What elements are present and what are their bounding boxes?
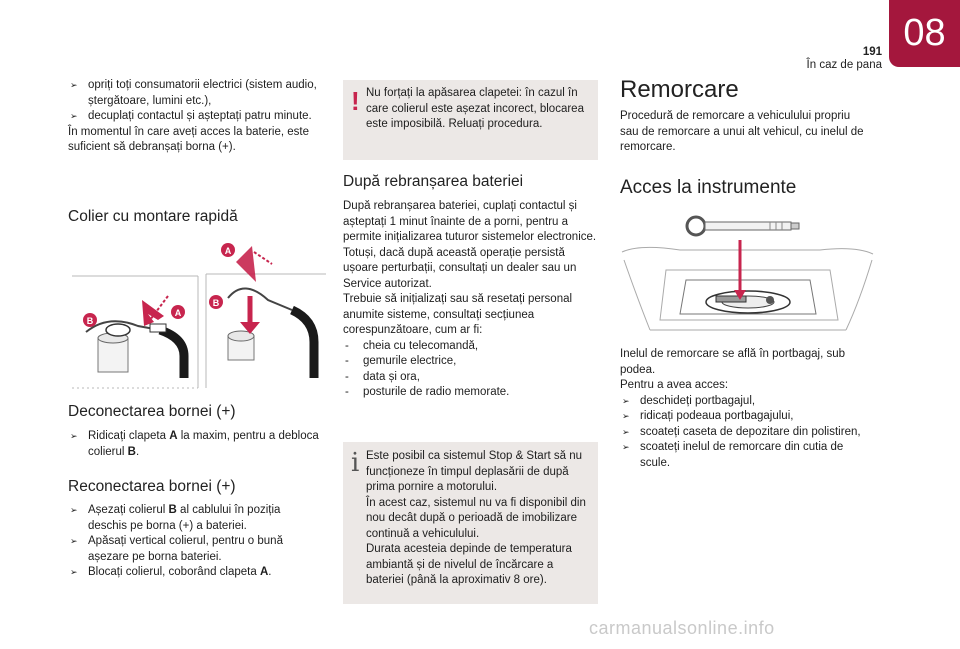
acces-block [620, 347, 875, 471]
bullet-icon: ➢ [622, 442, 630, 452]
reconnect-bullet-1: ➢ Așezați colierul B al cablului în poziția deschis pe borna (+) a bateriei. [70, 504, 281, 532]
after-list-item: - posturile de radio memorate. [345, 386, 510, 398]
bullet-icon: ➢ [70, 80, 78, 90]
towing-ring-drawing [687, 217, 799, 235]
info-icon: i [351, 448, 360, 478]
after-list-item: - data și ora, [345, 370, 420, 383]
bullet-icon: ➢ [70, 567, 78, 577]
acces-paragraph-2: Pentru a avea acces: [620, 379, 729, 391]
info-box [343, 442, 598, 604]
down-arrow-left [142, 296, 168, 326]
colier-title: Colier cu montare rapidă [68, 208, 238, 225]
remorcare-title: Remorcare [620, 76, 739, 103]
intro-paragraph: În momentul în care aveți acces la baterie, este suficient să debranșați borna (+). [68, 125, 309, 153]
battery-clamp-figure [68, 238, 330, 394]
bullet-icon: ➢ [70, 431, 78, 441]
acces-bullet: ➢ scoateți inelul de remorcare din cutia de scule. [622, 441, 844, 469]
bullet-icon: ➢ [70, 111, 78, 121]
acces-bullet: ➢ deschideți portbagajul, [620, 394, 875, 410]
label-a-left-text: A [174, 308, 182, 318]
after-list-item: - gemurile electrice, [345, 355, 457, 367]
after-block [343, 199, 598, 401]
warning-icon: ! [351, 86, 360, 116]
label-a-right-text: A [224, 246, 232, 256]
reconnect-bullet-2: ➢ Apăsați vertical colierul, pentru o bună așezare pe borna bateriei. [70, 535, 283, 563]
after-list-item: - cheia cu telecomandă, [345, 339, 479, 352]
bullet-icon: ➢ [622, 395, 630, 406]
disconnect-title: Deconectarea bornei (+) [68, 403, 236, 420]
right-clamp-drawing [228, 246, 314, 378]
bullet-icon: ➢ [622, 411, 630, 421]
reconnect-title: Reconectarea bornei (+) [68, 478, 236, 495]
section-title: În caz de pana [806, 59, 882, 71]
bullet-icon: ➢ [70, 536, 78, 546]
after-title: După rebranșarea bateriei [343, 173, 524, 190]
after-paragraph-1: După rebranșarea bateriei, cuplați contactul și așteptați 1 minut înainte de a porni, pentru a permite inițializarea tuturor sistemelor electronice. [343, 200, 597, 243]
warning-box [343, 80, 598, 160]
towing-ring-figure [620, 210, 875, 338]
reconnect-bullet-3: ➢ Blocați colierul, coborând clapeta A. [68, 565, 313, 581]
watermark-text: carmanualsonline.info [589, 618, 775, 638]
reconnect-list [68, 503, 313, 581]
info-text: Este posibil ca sistemul Stop & Start să nu funcționeze în timpul deplasării de după prima pornire a motorului. În acest caz, sistemul nu va fi disponibil din nou decât după o perioadă de imobilizare continuă a vehiculului. Durata acesteia depinde de temperatura ambiantă și de nivelul de încărcare a bateriei (până la aproximativ 8 ore). [366, 450, 586, 586]
label-b-right-text: B [212, 298, 220, 308]
remorcare-paragraph: Procedură de remorcare a vehiculului propriu sau de remorcare a unui alt vehicul, cu inelul de remorcare. [620, 110, 864, 153]
down-arrow-right [240, 296, 260, 334]
intro-bullet-2: ➢ decuplați contactul și așteptați patru minute. [68, 109, 330, 125]
left-clamp-drawing [86, 321, 184, 378]
intro-bullet-1: ➢ opriți toți consumatorii electrici (sistem audio, ștergătoare, lumini etc.), [70, 79, 317, 107]
label-b-left-text: B [86, 316, 94, 326]
acces-paragraph-1: Inelul de remorcare se află în portbagaj, sub podea. [620, 348, 846, 376]
chapter-tab: 08 [889, 0, 960, 67]
acces-bullet: ➢ ridicați podeaua portbagajului, [620, 409, 875, 425]
acces-title: Acces la instrumente [620, 177, 797, 198]
disconnect-bullet: ➢ Ridicați clapeta A la maxim, pentru a debloca colierul B. [70, 430, 319, 458]
spare-wheel-drawing [706, 291, 790, 313]
after-paragraph-2: Totuși, dacă după această operație persistă ușoare perturbații, consultați un dealer sau un Service autorizat. [343, 246, 577, 290]
intro-block [68, 78, 330, 156]
warning-text: Nu forțați la apăsarea clapetei: în cazul în care colierul este așezat incorect, blocarea este imposibilă. Reluați procedura. [366, 87, 584, 130]
trunk-drawing [622, 247, 873, 330]
after-paragraph-3: Trebuie să inițializați sau să resetați personal anumite sisteme, consultați secțiunea corespunzătoare, cum ar fi: [343, 293, 573, 336]
bullet-icon: ➢ [622, 426, 630, 437]
page-number: 191 [862, 46, 882, 58]
acces-bullet: ➢ scoateți caseta de depozitare din polistiren, [620, 425, 875, 441]
bullet-icon: ➢ [70, 505, 78, 515]
